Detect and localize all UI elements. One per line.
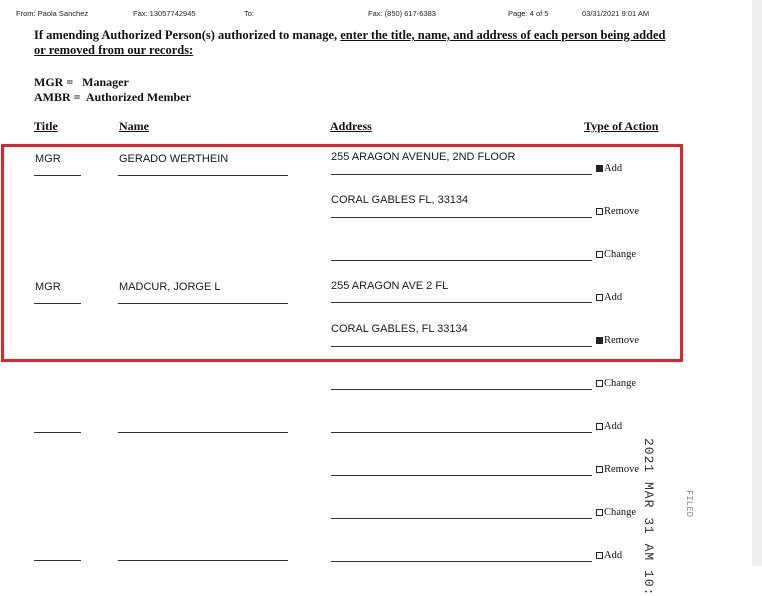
action-checkbox-remove[interactable] [596,464,639,475]
checkbox-empty [596,294,603,301]
legend-ambr: AMBR = Authorized Member [34,90,191,104]
faint-filed-mark: FILED [684,490,694,518]
address-underline [331,561,592,562]
checkbox-empty [596,380,603,387]
action-checkbox-remove[interactable] [596,206,639,217]
title-underline [34,560,81,561]
entry-address-line2: CORAL GABLES, FL 33134 [331,323,468,335]
entry-address-line1: 255 ARAGON AVE 2 FL [331,280,449,292]
entry-name: GERADO WERTHEIN [119,153,229,165]
action-label: Add [604,550,623,561]
filing-stamp: 2021 MAR 31 AM 10: [641,438,656,596]
title-legend [34,75,191,105]
address-underline [331,346,592,347]
column-title: Title [34,119,58,133]
fax-to: To: [244,9,255,18]
name-underline [118,432,288,433]
action-label: Change [604,507,637,518]
action-label: Add [604,163,623,174]
page-edge [752,0,762,566]
action-checkbox-add[interactable] [596,292,622,303]
column-name: Name [119,119,149,133]
column-address: Address [330,119,372,133]
action-checkbox-change[interactable] [596,378,636,389]
action-checkbox-change[interactable] [596,507,636,518]
page-number: Page: 4 of 5 [508,9,549,18]
action-checkbox-remove[interactable] [596,335,639,346]
name-underline [118,303,288,304]
entry-address-line1: 255 ARAGON AVENUE, 2ND FLOOR [331,151,516,163]
fax-from-number: Fax: 13057742945 [133,9,196,18]
instructions [34,28,694,58]
fax-to-number: Fax: (850) 617-6383 [368,9,436,18]
name-underline [118,175,288,176]
action-label: Remove [604,206,639,217]
checkbox-checked [596,337,603,344]
address-underline [331,217,592,218]
address-underline [331,174,592,175]
address-underline [331,260,592,261]
checkbox-empty [596,466,603,473]
entry-name: MADCUR, JORGE L [119,281,221,293]
checkbox-empty [596,509,603,516]
instructions-part3: or removed from our records: [34,43,194,57]
fax-datetime: 03/31/2021 9:01 AM [582,9,650,18]
address-underline [331,518,592,519]
action-label: Remove [604,335,639,346]
fax-from: From: Paola Sanchez [16,9,89,18]
action-label: Change [604,378,637,389]
name-underline [118,560,288,561]
title-underline [34,175,81,176]
entry-title: MGR [35,281,61,293]
action-label: Change [604,249,637,260]
fax-header [0,9,762,23]
legend-mgr: MGR = Manager [34,75,129,89]
entry-address-line2: CORAL GABLES FL, 33134 [331,194,469,206]
title-underline [34,432,81,433]
column-action: Type of Action [584,119,659,133]
checkbox-empty [596,208,603,215]
checkbox-checked [596,165,603,172]
address-underline [331,389,592,390]
action-label: Add [604,292,623,303]
entry-title: MGR [35,153,61,165]
address-underline [331,302,592,303]
checkbox-empty [596,552,603,559]
instructions-part1: If amending Authorized Person(s) authorized to manage, [34,28,341,42]
checkbox-empty [596,251,603,258]
action-checkbox-add[interactable] [596,550,622,561]
action-checkbox-add[interactable] [596,421,622,432]
instructions-part2: enter the title, name, and address of each person being added [340,28,666,42]
title-underline [34,303,81,304]
action-label: Remove [604,464,639,475]
action-label: Add [604,421,623,432]
address-underline [331,432,592,433]
address-underline [331,475,592,476]
action-checkbox-add[interactable] [596,163,622,174]
checkbox-empty [596,423,603,430]
action-checkbox-change[interactable] [596,249,636,260]
